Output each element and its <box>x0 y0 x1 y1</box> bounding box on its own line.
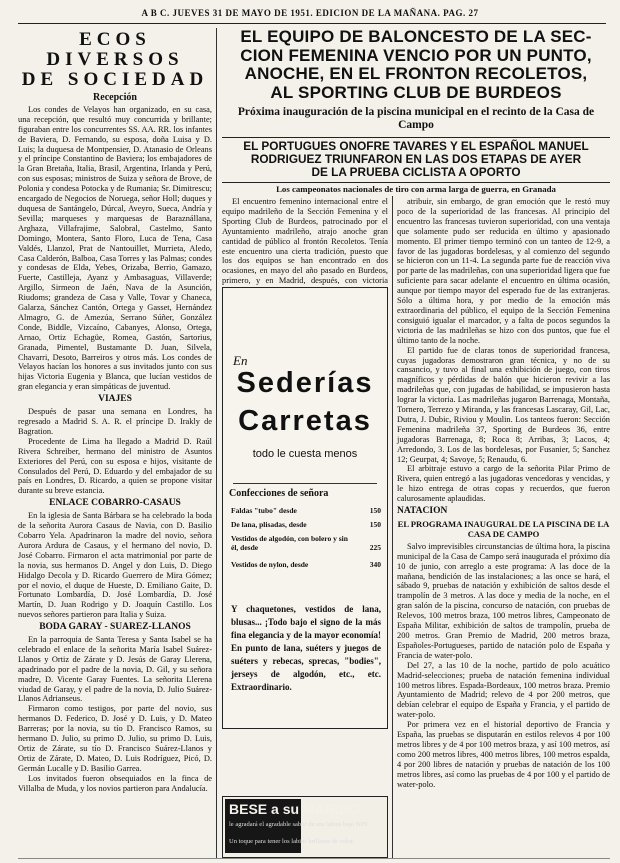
header-rule <box>18 23 606 24</box>
price-value: 150 <box>369 520 381 529</box>
footer-rule <box>18 858 610 859</box>
reception-text: Los condes de Velayos han organizado, en su casa, una recepción, que resultó muy concurrida y brillante; figuraban entre los concurrentes SS. AA. RR. los infantes de Baviera, D. Fernando, su esposa, doña Luisa y D. Luis; la duquesa de Montpensier, D. Atanasio de Orleans y el príncipe Constantino de Baviera; los embajadores de la Gran Bretaña, Italia, Brasil, Argentina, Irlanda y Perú, con sus esposas; ministros de Suiza y señora de Brove, de Polonia y condesa Potocka y de Rumania; Sr. Dimitrescu; encargado de Negocios de Noruega, señor Holl; duques y duquesa de Santángelo, Dúrcal, Aveyro, Sueca, Andría y Sevilla; marqueses y marquesas de Baraznállana, Arghaza, Villafrajime, Salobral, Castelmo, Santo Domingo, Montera, Santo Floro, Luca de Tena, Casa Valdés, Llanzol, Prat de Nantouillet, Murrieta, Aledo, Casa Calderón, Balboa, Casa Torres y las Palmas; condes y condesas de Elda, Yebes, Orizaba, Berrio, Gamazo, Fuerte, Castilleja, Ayanz y Ambasaguas, Villaverde; Argillo, Sirmeon de Jaén, Nava de la Asunción, Riudoms; grandeza de Casa y Valle, Tovar y Chaneca, Galarza, Sánchez Cantón, Ortega y Gasset, Hernández Almagro, G. de Amezúa, Serrano Súñer, González Conde, Biddle, Vizcaíno, Cabanyes, Alonso, Ortega, Arnao, Ortiz Echagüe, Romea, Gastón, Sartorius, Granada, Pimentel, Bustamante D. Juan, Silvela, Chavarri, Desoto, Barreiros y otros más. Los condes de Velayos hacían los honores a sus invitados junto con sus hijas Victoria Eugenia y Blanca, que lucían vestidos de gran elegancia y eran simpáticas de juventud. <box>18 104 212 392</box>
ad-price-row <box>231 534 349 552</box>
travel-heading: VIAJES <box>98 394 132 405</box>
pool-program-heading: EL PROGRAMA INAUGURAL DE LA PISCINA DE LA CASA DE CAMPO <box>397 519 610 539</box>
shooting-lede: Los campeonatos nacionales de tiro con arma larga de guerra, en Granada <box>276 184 556 194</box>
basketball-headline <box>222 28 610 102</box>
basketball-text-a <box>222 197 388 286</box>
wedding-1-text: En la iglesia de Santa Bárbara se ha celebrado la boda de la señorita Aurora Casaus de Navia, con D. Basilio Cobarro Yela. Apadrinaron la madre del novio, señora Aurora Ardura de Casaus, y el hermano del novio, D. José Cobarro. Firmaron el acta matrimonial por parte de la novia, sus hermanos D. Angel y don Luis, D. Diego Hidalgo Decola y D. Ricardo Guerrero de Mira Gómez; por el novio, el duque de Hueste, D. Emiliano Gaite, D. Fortunato Lombardía, D. José Lombardía, D. José Martín, D. Juan Rodrigo y D. Joaquín Castillo. Los nuevos señores partieron para Italia y Suiza. <box>18 511 212 620</box>
cycling-line-2: RODRIGUEZ TRIUNFARON EN LAS DOS ETAPAS DE AYER <box>250 152 582 167</box>
swimming-paragraph-2: Del 27, a las 10 de la noche, partido de polo acuático Madrid-selecciones; prueba de natación femenina individual 100 metros libres. Espada-Bordeaux, 100 metros braza. Premio Ayuntamiento de Madrid; relevo de 4 por 200 metros, que debían celebrar el equipo de España y Francia, y el partido de water-polo. <box>397 660 610 720</box>
pool-subhead: Próxima inauguración de la piscina municipal en el recinto de la Casa de Campo <box>237 106 595 131</box>
price-label: De lana, plisadas, desde <box>231 520 307 529</box>
basketball-paragraph-b: atribuir, sin embargo, de gran emoción que le restó muy poco de la superioridad de las francesas. Al principio del encuentro las francesas tuvieron superioridad, con una ventaja que solamente pudo ser reducida en último y apasionado momento. El primer tiempo terminó con un tanteo de 12-9, a favor de las jugadoras bordelesas, y al comienzo del segundo se hicieron con un 11-4. La segunda parte fue de reacción viva por parte de las madrileñas, con una superioridad ligera que fue suficiente para sacar adelante el encuentro en última ocasión, aunque por tiempo mayor del esperado fue de las extranjeras. Sólo a última hora, y por medio de la emoción más extraordinaria del público, el equipo de la Sección Femenina consiguió igualar el marcador, y a falta de pocos segundos la victoria de las madrileñas se hizo con dos puntos, que fue el último tanto de la noche. <box>397 197 610 345</box>
ad-confecciones: Confecciones de señora <box>229 488 329 499</box>
column-divider-2 <box>392 196 393 858</box>
society-title-2: DE SOCIEDAD <box>21 69 209 90</box>
swimming-paragraph-1: Salvo imprevisibles circunstancias de última hora, la piscina municipal de la Casa de Campo será inaugurada el próximo día 10 de junio, con arreglo a este programa: A las doce de la mañana, bendición de las instalaciones; a las once se hará, el sábado 9, pruebas de natación y exhibición de saltos desde el trampolín de 3 metros. A las doce y media de la noche, en el gran salón de la piscina, concurso de natación, con pruebas de Relevos, 100 metros braza, 100 metros libres, Campeonato de España Militar, exhibición de saltos de trampolín, prueba de 200 metros. Gran Premio de Madrid, 200 metros braza, Españoles-Portugueses, partido de natación polo de España y Francia de water-polo. <box>397 541 610 660</box>
society-title-1: ECOS DIVERSOS <box>46 29 184 70</box>
page-header: A B C. JUEVES 31 DE MAYO DE 1951. EDICION DE LA MAÑANA. PAG. 27 <box>141 8 479 18</box>
ad-price-row <box>231 560 381 569</box>
ad-en-word: En <box>233 353 248 368</box>
price-label: Vestidos de algodón, con bolero y sin él, desde <box>231 534 348 552</box>
sports-right-column <box>397 197 610 857</box>
cycling-rule <box>222 182 610 183</box>
price-label: Faldas "tubo" desde <box>231 506 297 515</box>
price-value: 340 <box>369 560 381 569</box>
basketball-paragraph-a: El encuentro femenino internacional entre el equipo madrileño de la Sección Femenina y el Sporting Club de Burdeos, patrocinado por el Ayuntamiento madrileño, atrajo anoche gran cantidad de público al frontón Recoletos. Tenía este encuentro una cierta tradición, puesto que los dos equipos se han encontrado en dos ocasiones, en mayo del año pasado en Burdeos, primero, y en Madrid, después, con victoria <box>222 197 388 286</box>
travel-text-2: Procedente de Lima ha llegado a Madrid D. Raúl Rivera Schreiber, hermano del ministro de Asuntos Exteriores del Perú, con su esposa e hijos, visitante de Consulados del Perú, D. Eduardo y del embajador de su país en Londres, D. Ricardo, a quien se propone visitar durante su breve estancia. <box>18 436 212 496</box>
headline-line-1: EL EQUIPO DE BALONCESTO DE LA SEC- <box>240 27 592 46</box>
column-divider <box>216 28 217 858</box>
headline-line-4: AL SPORTING CLUB DE BURDEOS <box>270 82 562 102</box>
basketball-paragraph-d: El arbitraje estuvo a cargo de la señorita Pilar Primo de Rivera, quien entregó a las jugadoras vencedoras y vencidas, y le hizo entrega de otras copas y recuerdos, que fueron calurosamente aplaudidas. <box>397 464 610 504</box>
bese-text-1: le agradará el agradable sabor de sus labios bajo NIN. <box>229 821 370 828</box>
wedding-1-heading: ENLACE COBARRO-CASAUS <box>49 498 181 509</box>
cycling-line-3: DE LA PRUEBA CICLISTA A OPORTO <box>311 165 521 180</box>
ad-word-carretas: Carretas <box>238 405 372 437</box>
wedding-2-text-2: Firmaron como testigos, por parte del novio, sus hermanos D. Federico, D. José y D. Luis, y D. Mateo Barreras; por la novia, su tío D. Francisco Ramos, su hermano D. Julio, su primo D. Julio, su primo D. Luis, Ortiz de Zárate, su tío D. Francisco Suárez-Llanos y Ortiz de Zárate, D. Mateo, D. Luis Rodríguez, Picó, D. Germán Lucalle y D. Basilio Garrea. <box>18 704 212 773</box>
swimming-paragraph-3: Por primera vez en el historial deportivo de Francia y España, las pruebas se disputarán en estilos relevos 4 por 100 metros libres y de 4 por 100 metros braza, y así 100 metros, así como 200 metros libres, 400 metros libres, 100 metros espalda, 4 por 200 libres de natación y pruebas de natación de los 100 metros libres, así como las pruebas de 4 por 100 y el partido de water-polo. <box>397 720 610 789</box>
basketball-paragraph-c: El partido fue de claras tonos de superioridad francesa, cuyas jugadoras demostraron gran técnica, y no de su cansancio, y tuvo al final una exhibición de juego, con tiros magníficos y pérdidas de balón que hicieron revivir a las madrileñas que, con jugadas de habilidad, se impusieron hasta lograr la victoria. Las madrileñas jugaron Barrenaga, Montaña, Tornero, Terrezo y Miranda, y las francesas Lascaray, Gil, Lac, Dutra, J. Dubic, Riviou y Moulin. Los tanteos fueron: Sección Femenina madrileña 37, Sporting de Burdeos 36, entre jugadoras Barrenaga, 8; Roca 8; Arribas, 3; Lacos, 4; Arredondo, 3. Los de las bordelesas, por Fusanier, 5; Sanchez 12; Geurpat, 4; Savoye, 5; Renaudu, 6. <box>397 345 610 464</box>
bese-ad <box>222 796 388 858</box>
ad-tagline: todo le cuesta menos <box>252 448 358 460</box>
ad-price-row <box>231 506 381 515</box>
price-value: 150 <box>369 506 381 515</box>
ad-word-sederias: Sederías <box>236 367 374 399</box>
headline-line-2: CION FEMENINA VENCIO POR UN PUNTO, <box>240 45 592 65</box>
society-column <box>18 30 212 860</box>
bese-text-2: Un toque para tener los labios brillante de color. <box>229 838 355 845</box>
wedding-2-text-3: Los invitados fueron obsequiados en la finca de Villalba de Muda, y los novios partieron para Andalucía. <box>18 773 212 793</box>
subhead-rule <box>222 137 610 138</box>
reception-heading: Recepción <box>93 92 137 103</box>
price-label: Vestidos de nylon, desde <box>231 560 309 569</box>
ad-rule <box>233 483 377 484</box>
swimming-heading: NATACION <box>397 506 448 517</box>
travel-text-1: Después de pasar una semana en Londres, ha regresado a Madrid S. A. R. el príncipe D. Irakly de Bagration. <box>18 407 212 436</box>
wedding-2-text: En la parroquia de Santa Teresa y Santa Isabel se ha celebrado el enlace de la señorita María Isabel Suárez-Llanos y Ortiz de Zárate y D. Jesús de Garay Llerena, apadrinado por el padre de la novia, D. Gil, y su señora madre, D. Vicente Garay Fuentes. La señorita Llerena viudad de Garay, y el padre de la novia, D. Julio Suárez-Llanos Adrianseus. <box>18 635 212 704</box>
wedding-2-heading: BODA GARAY - SUAREZ-LLANOS <box>39 622 191 633</box>
ad-price-row <box>231 520 381 529</box>
price-value: 225 <box>369 543 381 552</box>
headline-line-3: ANOCHE, EN EL FRONTON RECOLETOS, <box>244 64 588 83</box>
ad-extra-text: Y chaquetones, vestidos de lana, blusas... ¡Todo bajo el signo de la más fina elegancia y de la mayor economía! En punto de lana, suéters y juegos de suéters y rebecas, sprecas, "bodies", jerseys de algodón, etc., etc. Extraordinario. <box>231 604 381 692</box>
sederias-carretas-ad <box>222 287 388 729</box>
cycling-line-1: EL PORTUGUES ONOFRE TAVARES Y EL ESPAÑOL MANUEL <box>243 139 589 153</box>
bese-headline: BESE a su MARIDO <box>229 801 360 817</box>
cycling-headline <box>222 140 610 180</box>
